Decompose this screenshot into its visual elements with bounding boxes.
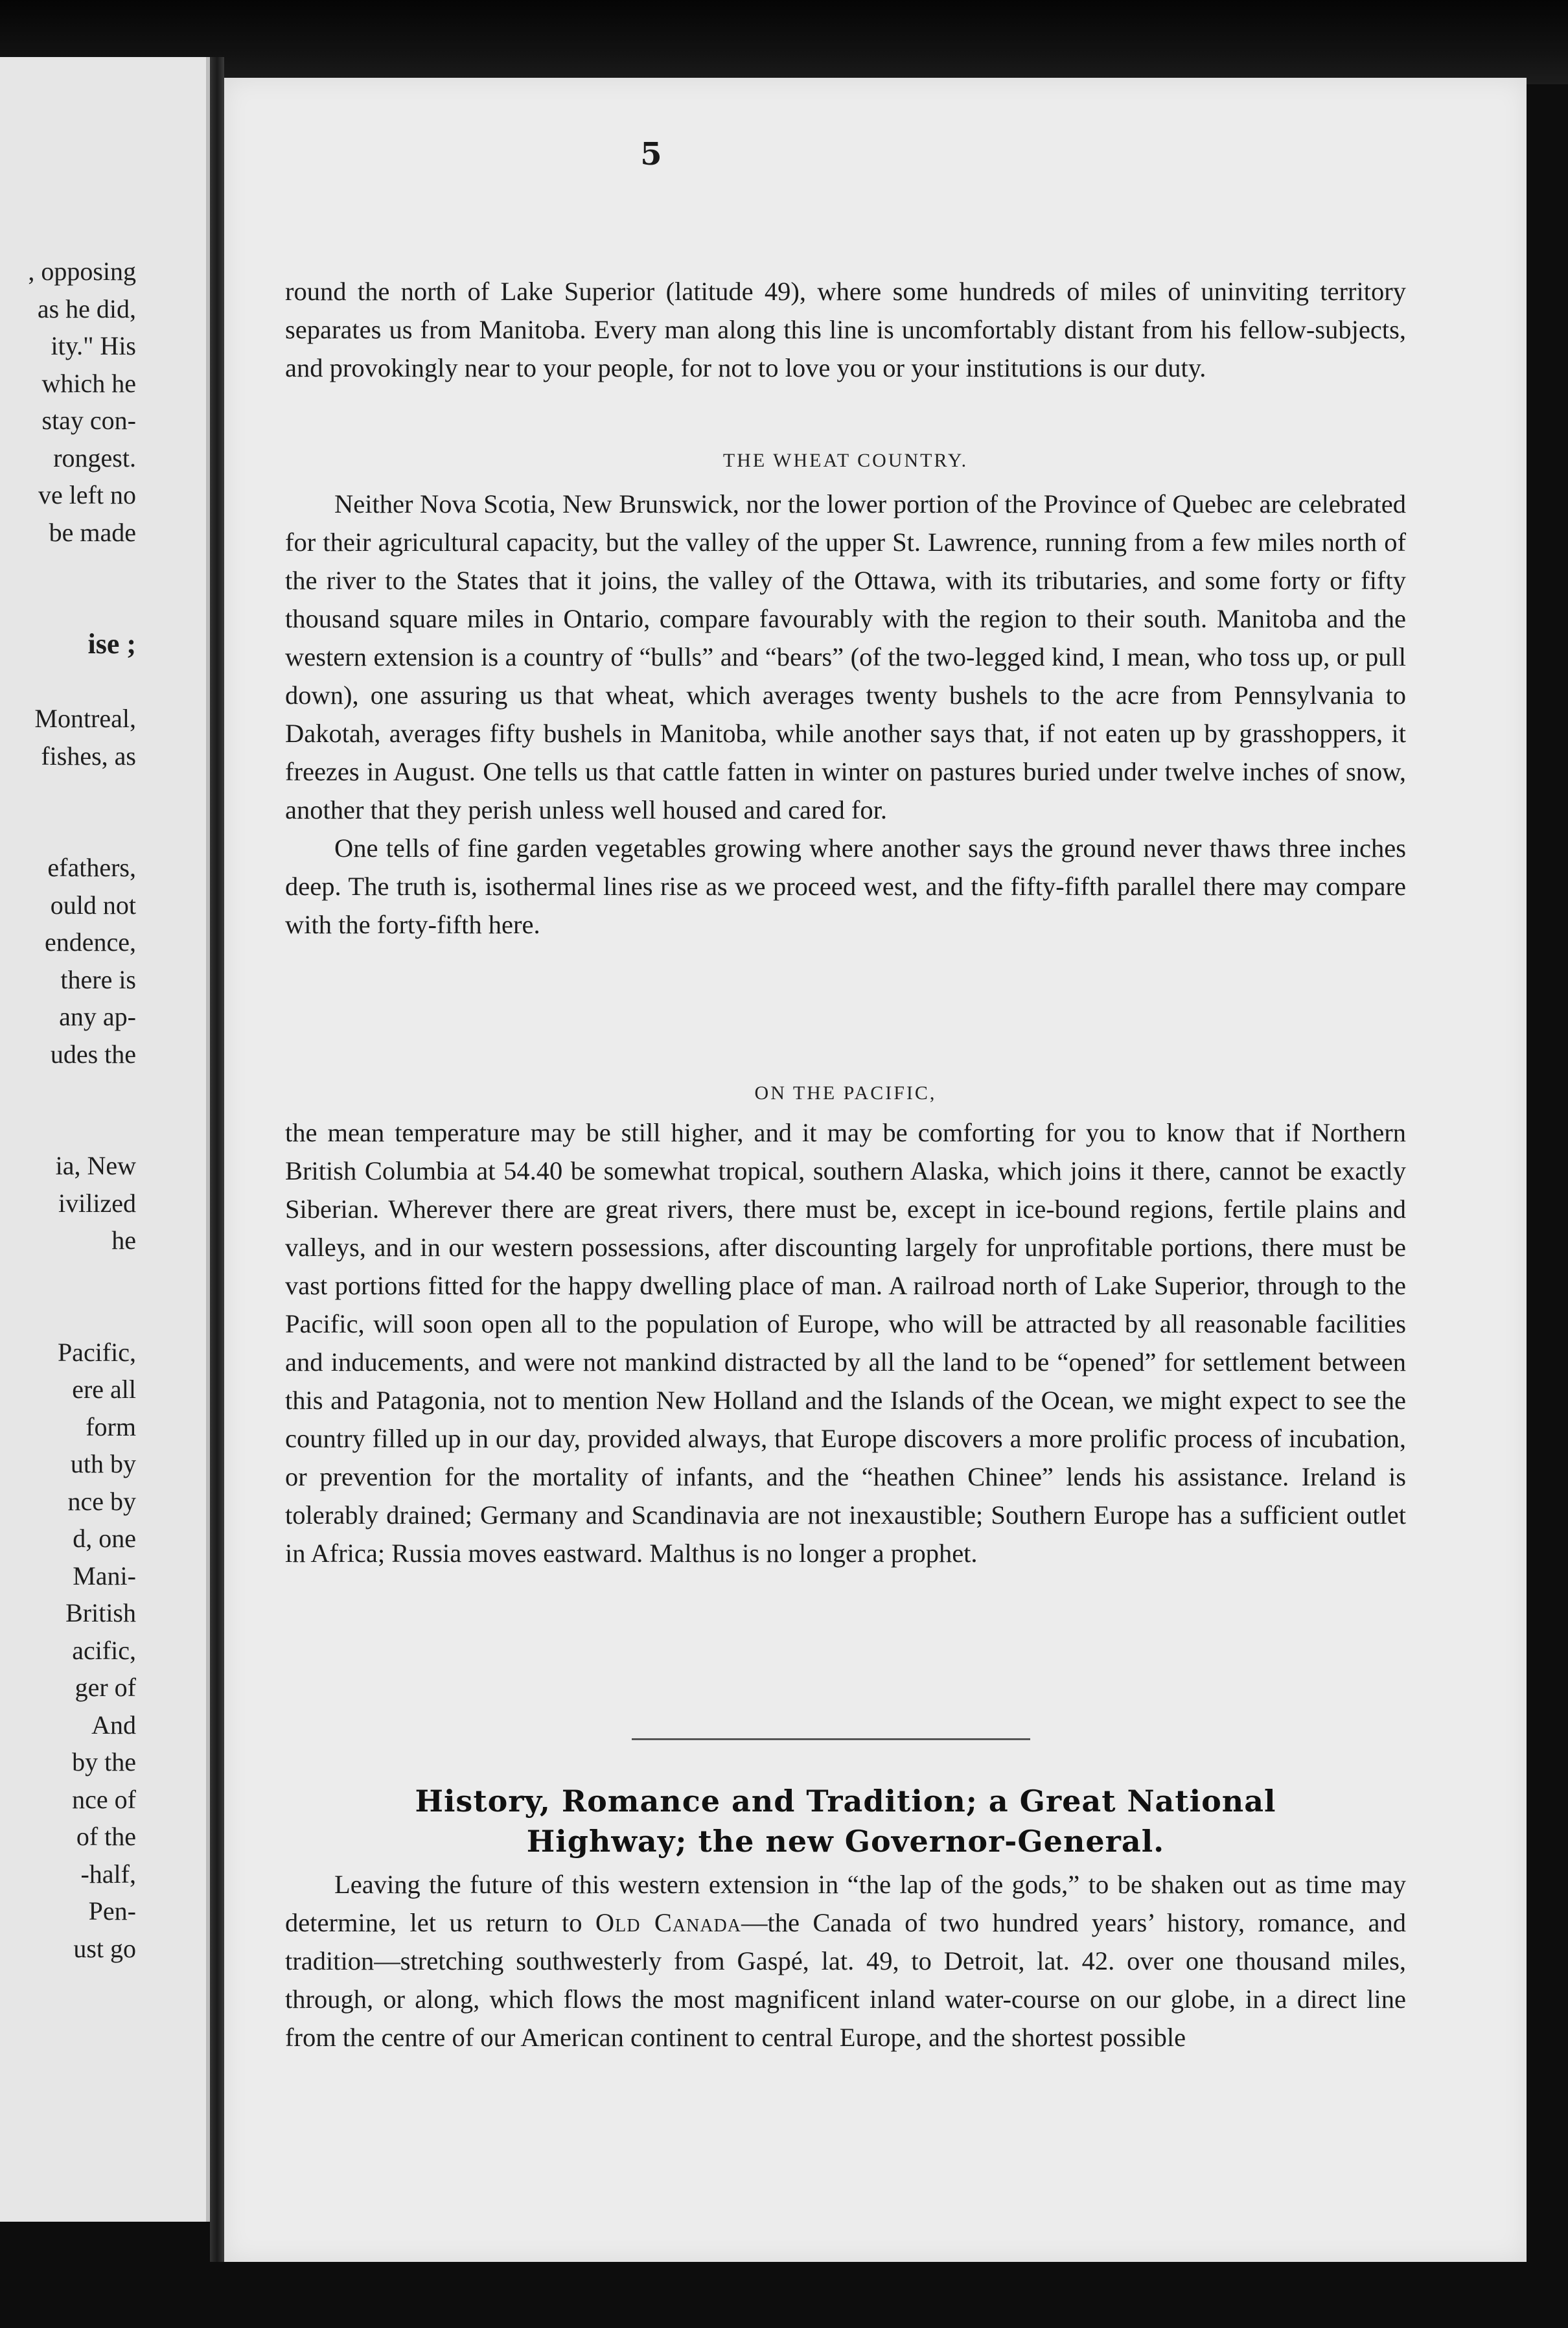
intro-paragraph: round the north of Lake Superior (latitude 49), where some hundreds of miles of uninviting territory separates us from Manitoba. Every man along this line is uncomfortably distant from his fellow-subjects, and provokingly near to your people, for not to love you or your institutions is our duty. bbox=[285, 277, 1406, 382]
pacific-paragraph: the mean temperature may be still higher, and it may be comforting for you to know that if Northern British Columbia at 54.40 be somewhat tropical, southern Alaska, which joins it there, cannot be exactly Siberian. Wherever there are great rivers, there must be, except in ice-bound regions, fertile plains and valleys, and in our western possessions, after discounting largely for unprofitable portions, there must be vast portions fitted for the happy dwelling place of man. A railroad north of Lake Superior, through to the Pacific, will soon open all to the population of Europe, who will be attracted by all reasonable facilities and inducements, and were not mankind distracted by all the land to be “opened” for settlement between this and Patagonia, not to mention New Holland and the Islands of the Ocean, we might expect to see the country filled up in our day, provided always, that Europe discovers a more prolific process of incubation, or prevention for the mortality of infants, and the “heathen Chinee” lends his assistance. Ireland is tolerably drained; Germany and Scandinavia are not inexaustible; Southern Europe has a sufficient outlet in Africa; Russia moves eastward. Malthus is no longer a prophet. bbox=[285, 1118, 1406, 1568]
history-section-block bbox=[285, 1865, 1406, 2056]
wheat-paragraph-2: One tells of fine garden vegetables growing where another says the ground never thaws three inches deep. The truth is, isothermal lines rise as we proceed west, and the fifty-fifth parallel there may compare with the forty-fifth here. bbox=[285, 833, 1406, 939]
left-page-line: British bbox=[65, 1598, 136, 1627]
left-page-line: any ap- bbox=[59, 1002, 136, 1031]
left-page-line: Pacific, bbox=[57, 1337, 136, 1367]
left-page-line: ity." His bbox=[51, 331, 136, 360]
left-page-line: Pen- bbox=[88, 1896, 136, 1926]
left-page-line: endence, bbox=[44, 927, 136, 957]
left-page-line: ould not bbox=[50, 890, 136, 920]
chapter-heading-line-2: Highway; the new Governor-General. bbox=[526, 1824, 1165, 1859]
previous-page-fragment bbox=[0, 57, 210, 2222]
left-page-line: fishes, as bbox=[41, 741, 136, 771]
left-page-line: which he bbox=[41, 368, 136, 398]
history-paragraph bbox=[285, 1865, 1406, 2056]
left-page-line: ve left no bbox=[38, 480, 136, 509]
section-heading-pacific: ON THE PACIFIC, bbox=[754, 1082, 937, 1104]
left-page-line: d, one bbox=[73, 1524, 136, 1553]
page-number: 5 bbox=[640, 136, 662, 172]
left-page-line: ise ; bbox=[87, 628, 136, 660]
left-page-line: ia, New bbox=[55, 1151, 136, 1180]
left-page-line: ust go bbox=[73, 1933, 136, 1963]
chapter-heading-line-1: History, Romance and Tradition; a Great National bbox=[415, 1784, 1276, 1819]
left-page-line: nce of bbox=[72, 1784, 136, 1814]
old-canada-smallcaps: Old Canada bbox=[595, 1908, 741, 1937]
left-page-line: ger of bbox=[75, 1673, 136, 1702]
chapter-heading bbox=[285, 1781, 1406, 1861]
wheat-section-block bbox=[285, 485, 1406, 944]
left-page-line: acific, bbox=[72, 1635, 136, 1665]
left-page-line: of the bbox=[76, 1822, 136, 1851]
left-page-line: rongest. bbox=[53, 443, 136, 472]
left-page-line: be made bbox=[49, 517, 136, 547]
left-page-line: by the bbox=[72, 1747, 136, 1776]
left-page-line: , opposing bbox=[28, 257, 136, 286]
left-page-line: as he did, bbox=[37, 294, 136, 323]
history-text-start: Leaving the future of this western extension in “the lap of the gods,” to be shaken out as time may determine, let us return to bbox=[285, 1870, 1406, 1937]
left-page-line: Montreal, bbox=[34, 704, 136, 733]
left-page-line: uth by bbox=[70, 1449, 136, 1478]
history-text-end: —the Canada of two hundred years’ history, romance, and tradition—stretching southwesterly from Gaspé, lat. 49, to Detroit, lat. 42. over one thousand miles, through, or along, which flows the most magnificent inland water-course on our globe, in a direct line from the centre of our American continent to central Europe, and the shortest possible bbox=[285, 1908, 1406, 2052]
left-page-line: -half, bbox=[80, 1859, 136, 1889]
left-page-line: he bbox=[111, 1226, 136, 1255]
section-heading-wheat: THE WHEAT COUNTRY. bbox=[722, 450, 969, 471]
left-page-line: Mani- bbox=[73, 1561, 136, 1590]
intro-paragraph-block bbox=[285, 272, 1406, 387]
left-page-line: And bbox=[91, 1710, 136, 1740]
pacific-section-block bbox=[285, 1113, 1406, 1572]
section-divider-rule bbox=[632, 1738, 1030, 1740]
left-page-line: form bbox=[86, 1412, 136, 1441]
left-page-line: stay con- bbox=[41, 406, 136, 435]
left-page-line: ere all bbox=[72, 1375, 136, 1404]
page-gutter bbox=[210, 57, 224, 2287]
wheat-paragraph-1: Neither Nova Scotia, New Brunswick, nor the lower portion of the Province of Quebec are celebrated for their agricultural capacity, but the valley of the upper St. Lawrence, running from a few miles north of the river to the States that it joins, the valley of the Ottawa, with its tributaries, and some forty or fifty thousand square miles in Ontario, compare favourably with the region to their south. Manitoba and the western extension is a country of “bulls” and “bears” (of the two-legged kind, I mean, who toss up, or pull down), one assuring us that wheat, which averages twenty bushels to the acre from Pennsylvania to Dakotah, averages fifty bushels in Manitoba, while another says that, if not eaten up by grasshoppers, it freezes in August. One tells us that cattle fatten in winter on pastures buried under twelve inches of snow, another that they perish unless well housed and cared for. bbox=[285, 489, 1406, 824]
left-page-line: there is bbox=[60, 964, 136, 994]
left-page-line: nce by bbox=[67, 1486, 136, 1516]
left-page-line: efathers, bbox=[47, 853, 136, 882]
scan-bottom-border bbox=[0, 2262, 1568, 2328]
left-page-line: udes the bbox=[50, 1039, 136, 1069]
scan-top-border bbox=[0, 0, 1568, 84]
left-page-line: ivilized bbox=[58, 1188, 136, 1218]
